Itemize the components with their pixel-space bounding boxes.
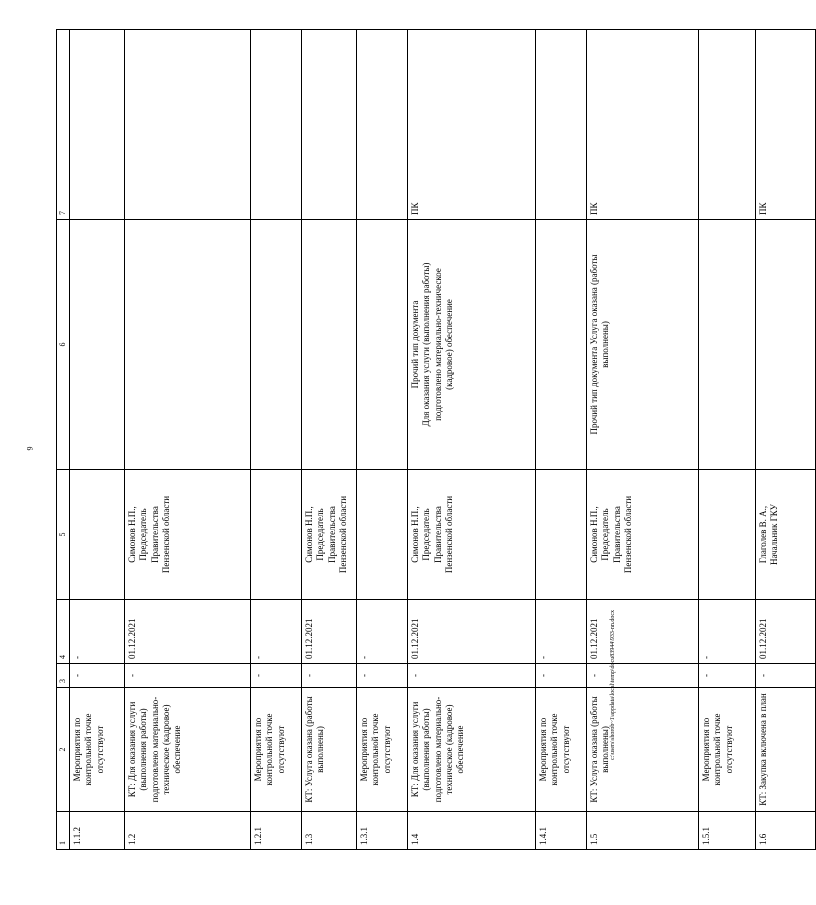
document-cell-line: Прочий тип документа (410, 300, 420, 389)
col3-cell: - (536, 664, 587, 688)
col3-cell: - (251, 664, 302, 688)
date-cell: 01.12.2021 (587, 600, 699, 664)
table-row (251, 30, 302, 850)
row-number-cell: 1.1.2 (70, 812, 125, 850)
event-name-cell-line: отсутствуют (94, 725, 105, 774)
responsible-cell (70, 470, 125, 600)
event-name-cell-line: КТ: Для оказания услуги (127, 701, 137, 798)
date-cell: - (699, 600, 756, 664)
date-cell: - (70, 600, 125, 664)
responsible-cell-line: Глаголев В. А., (758, 505, 768, 564)
table-row (125, 30, 251, 850)
row-number-cell: 1.6 (756, 812, 816, 850)
responsible-cell-line: Пензенской области (160, 495, 171, 574)
document-cell (70, 220, 125, 470)
event-name-cell-line: контрольной точке (549, 713, 560, 786)
document-cell (587, 220, 699, 470)
document-cell (357, 220, 408, 470)
date-cell: 01.12.2021 (756, 600, 816, 664)
schedule-table (56, 29, 816, 850)
col3-cell: - (756, 664, 816, 688)
responsible-cell-line: Правительства (611, 506, 622, 563)
table-row (302, 30, 357, 850)
row-number-cell: 1.5.1 (699, 812, 756, 850)
event-name-cell-line: подготовлено материально- (149, 696, 160, 803)
document-cell-line: (кадровое) обеспечение (443, 299, 454, 390)
date-cell: - (357, 600, 408, 664)
table-row (536, 30, 587, 850)
col3-cell: - (125, 664, 251, 688)
responsible-cell-line: Начальник ГКУ (769, 504, 780, 565)
document-cell (408, 220, 536, 470)
kind-cell (251, 30, 302, 220)
responsible-cell-line: Председатель (315, 508, 326, 561)
document-cell-line: выполнены) (600, 321, 611, 368)
row-number-cell: 1.5 (587, 812, 699, 850)
table-row (357, 30, 408, 850)
event-name-cell-line: техническое (кадровое) (443, 704, 454, 795)
document-cell (125, 220, 251, 470)
responsible-cell (357, 470, 408, 600)
date-cell: 01.12.2021 (302, 600, 357, 664)
document-cell (302, 220, 357, 470)
kind-cell (357, 30, 408, 220)
event-name-cell-line: КТ: Услуга оказана (работы (304, 696, 314, 803)
table-header-row (57, 30, 70, 850)
table-row (756, 30, 816, 850)
document-cell (536, 220, 587, 470)
kind-cell (302, 30, 357, 220)
date-cell: 01.12.2021 (125, 600, 251, 664)
event-name-cell (357, 688, 408, 812)
responsible-cell (125, 470, 251, 600)
header-cell: 3 (57, 664, 70, 688)
responsible-cell-line: Пензенской области (337, 495, 348, 574)
event-name-cell-line: (выполнения работы) (138, 708, 149, 791)
table-row (70, 30, 125, 850)
event-name-cell-line: Мероприятия по (701, 717, 711, 782)
event-name-cell-line: Мероприятия по (72, 717, 82, 782)
kind-cell: ПК (756, 30, 816, 220)
event-name-cell-line: контрольной точке (264, 713, 275, 786)
table-row (699, 30, 756, 850)
document-cell-line: подготовлено материально-техническое (432, 268, 443, 421)
header-cell: 7 (57, 30, 70, 220)
responsible-cell (536, 470, 587, 600)
event-name-cell-line: обеспечение (455, 725, 465, 774)
col3-cell: - (302, 664, 357, 688)
event-name-cell-line: контрольной точке (83, 713, 94, 786)
responsible-cell-line: Председатель (138, 508, 149, 561)
responsible-cell-line: Симонов Н.П., (410, 506, 420, 563)
event-name-cell-line: выполнены) (315, 726, 326, 773)
responsible-cell (587, 470, 699, 600)
responsible-cell (251, 470, 302, 600)
date-cell: - (251, 600, 302, 664)
event-name-cell-line: Мероприятия по (359, 717, 369, 782)
row-number-cell: 1.4 (408, 812, 536, 850)
table-row (408, 30, 536, 850)
responsible-cell (302, 470, 357, 600)
page-number: 9 (25, 446, 35, 451)
event-name-cell-line: отсутствуют (560, 725, 571, 774)
event-name-cell-line: выполнены) (600, 726, 611, 773)
event-name-cell-line: отсутствуют (723, 725, 734, 774)
header-cell: 4 (57, 600, 70, 664)
document-cell-line: Для оказания услуги (выполнения работы) (421, 262, 432, 427)
kind-cell (699, 30, 756, 220)
col3-cell: - (408, 664, 536, 688)
responsible-cell-line: Председатель (421, 508, 432, 561)
event-name-cell-line: КТ: Услуга оказана (работы (589, 696, 599, 803)
event-name-cell (699, 688, 756, 812)
document-cell (251, 220, 302, 470)
col3-cell: - (699, 664, 756, 688)
event-name-cell (70, 688, 125, 812)
kind-cell (125, 30, 251, 220)
kind-cell (70, 30, 125, 220)
header-cell: 5 (57, 470, 70, 600)
date-cell: - (536, 600, 587, 664)
responsible-cell-line: Правительства (149, 506, 160, 563)
responsible-cell-line: Председатель (600, 508, 611, 561)
col3-cell: - (70, 664, 125, 688)
row-number-cell: 1.2 (125, 812, 251, 850)
responsible-cell (699, 470, 756, 600)
document-cell (756, 220, 816, 470)
event-name-cell (302, 688, 357, 812)
col3-cell: - (357, 664, 408, 688)
responsible-cell-line: Пензенской области (443, 495, 454, 574)
table-body (57, 30, 816, 850)
document-cell-line: Прочий тип документа Услуга оказана (работы (589, 254, 599, 435)
document-cell (699, 220, 756, 470)
responsible-cell-line: Пензенской области (622, 495, 633, 574)
event-name-cell-line: обеспечение (172, 725, 182, 774)
kind-cell (536, 30, 587, 220)
row-number-cell: 1.3 (302, 812, 357, 850)
event-name-cell-line: Мероприятия по (538, 717, 548, 782)
footer-file-path: c:\users\shorob~1\appdata\local\temp\docu83944\933-nn.docx (610, 609, 616, 760)
event-name-cell-line: отсутствуют (381, 725, 392, 774)
event-name-cell (756, 688, 816, 812)
kind-cell: ПК (408, 30, 536, 220)
header-cell: 1 (57, 812, 70, 850)
kind-cell: ПК (587, 30, 699, 220)
event-name-cell-line: Мероприятия по (253, 717, 263, 782)
header-cell: 6 (57, 220, 70, 470)
row-number-cell: 1.4.1 (536, 812, 587, 850)
header-cell: 2 (57, 688, 70, 812)
event-name-cell (251, 688, 302, 812)
event-name-cell-line: КТ: Закупка включена в план (758, 693, 768, 806)
event-name-cell (536, 688, 587, 812)
event-name-cell-line: (выполнения работы) (421, 708, 432, 791)
event-name-cell (587, 688, 699, 812)
responsible-cell-line: Правительства (326, 506, 337, 563)
responsible-cell (408, 470, 536, 600)
responsible-cell-line: Симонов Н.П., (589, 506, 599, 563)
responsible-cell-line: Симонов Н.П., (304, 506, 314, 563)
event-name-cell-line: КТ: Для оказания услуги (410, 701, 420, 798)
event-name-cell (408, 688, 536, 812)
responsible-cell (756, 470, 816, 600)
row-number-cell: 1.3.1 (357, 812, 408, 850)
date-cell: 01.12.2021 (408, 600, 536, 664)
responsible-cell-line: Правительства (432, 506, 443, 563)
event-name-cell-line: техническое (кадровое) (160, 704, 171, 795)
table-row (587, 30, 699, 850)
event-name-cell-line: подготовлено материально- (432, 696, 443, 803)
row-number-cell: 1.2.1 (251, 812, 302, 850)
event-name-cell-line: отсутствуют (275, 725, 286, 774)
event-name-cell-line: контрольной точке (712, 713, 723, 786)
event-name-cell-line: контрольной точке (370, 713, 381, 786)
col3-cell: - (587, 664, 699, 688)
event-name-cell (125, 688, 251, 812)
responsible-cell-line: Симонов Н.П., (127, 506, 137, 563)
